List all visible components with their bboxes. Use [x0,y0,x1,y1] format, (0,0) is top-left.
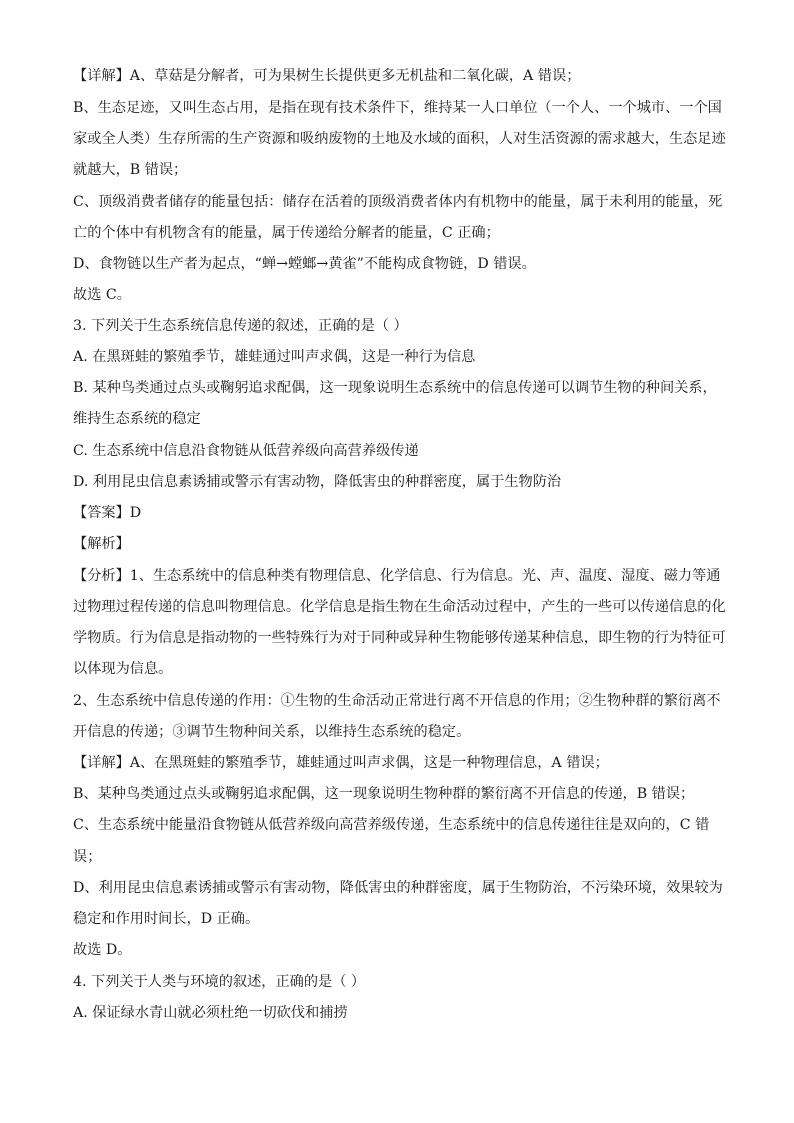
text-line: 亡的个体中有机物含有的能量，属于传递给分解者的能量，C 正确； [73,225,500,241]
option-a: A. 保证绿水青山就必须杜绝一切砍伐和捕捞 [73,1005,348,1021]
text-line: 【详解】A、在黑斑蛙的繁殖季节，雄蛙通过叫声求偶，这是一种物理信息，A 错误； [73,755,609,771]
question-stem: 4. 下列关于人类与环境的叙述，正确的是（ ） [73,974,366,990]
text-line: 过物理过程传递的信息叫物理信息。化学信息是指生物在生命活动过程中，产生的一些可以传递信息的化 [73,599,726,615]
text-line: 以体现为信息。 [73,661,173,677]
text-line: B、生态足迹，又叫生态占用，是指在现有技术条件下，维持某一人口单位（一个人、一个城市、一个国 [73,100,722,116]
text-line: D、食物链以生产者为起点，“蝉→螳螂→黄雀”不能构成食物链，D 错误。 [73,256,536,272]
text-line: 【分析】1、生态系统中的信息种类有物理信息、化学信息、行为信息。光、声、温度、湿度、磁力等通 [73,568,721,584]
text-line: 就越大，B 错误； [73,162,188,178]
text-line: 【详解】A、草菇是分解者，可为果树生长提供更多无机盐和二氧化碳，A 错误； [73,68,581,84]
option-b: B. 某种鸟类通过点头或鞠躬追求配偶，这一现象说明生态系统中的信息传递可以调节生物的种间关系， [73,380,717,396]
text-line: 故选 C。 [73,287,131,303]
text-line: C、顶级消费者储存的能量包括：储存在活着的顶级消费者体内有机物中的能量，属于未利用的能量，死 [73,194,723,210]
text-line: 开信息的传递；③调节生物种间关系，以维持生态系统的稳定。 [73,724,471,740]
option-a: A. 在黑斑蛙的繁殖季节，雄蛙通过叫声求偶，这是一种行为信息 [73,349,476,365]
text-line: 稳定和作用时间长，D 正确。 [73,911,260,927]
analysis-label: 【解析】 [73,536,130,552]
text-line: 2、生态系统中信息传递的作用：①生物的生命活动正常进行离不开信息的作用；②生物种群的繁衍离不 [73,693,721,709]
text-line: 误； [73,849,102,865]
option-c: C. 生态系统中信息沿食物链从低营养级向高营养级传递 [73,443,419,459]
text-line: B、某种鸟类通过点头或鞠躬追求配偶，这一现象说明生物种群的繁衍离不开信息的传递，B 错误； [73,786,695,802]
text-line: 学物质。行为信息是指动物的一些特殊行为对于同种或异种生物能够传递某种信息，即生物的行为特征可 [73,630,726,646]
text-line: D、利用昆虫信息素诱捕或警示有害动物，降低害虫的种群密度，属于生物防治，不污染环境，效果较为 [73,880,723,896]
question-stem: 3. 下列关于生态系统信息传递的叙述，正确的是（ ） [73,318,408,334]
answer-label: 【答案】D [73,505,142,521]
option-d: D. 利用昆虫信息素诱捕或警示有害动物，降低害虫的种群密度，属于生物防治 [73,474,562,490]
text-line: C、生态系统中能量沿食物链从低营养级向高营养级传递，生态系统中的信息传递往往是双向的，C 错 [73,817,710,833]
text-line: 维持生态系统的稳定 [73,411,201,427]
text-line: 故选 D。 [73,942,132,958]
text-line: 家或全人类）生存所需的生产资源和吸纳废物的土地及水域的面积，人对生活资源的需求越大，生态足迹 [73,131,726,147]
